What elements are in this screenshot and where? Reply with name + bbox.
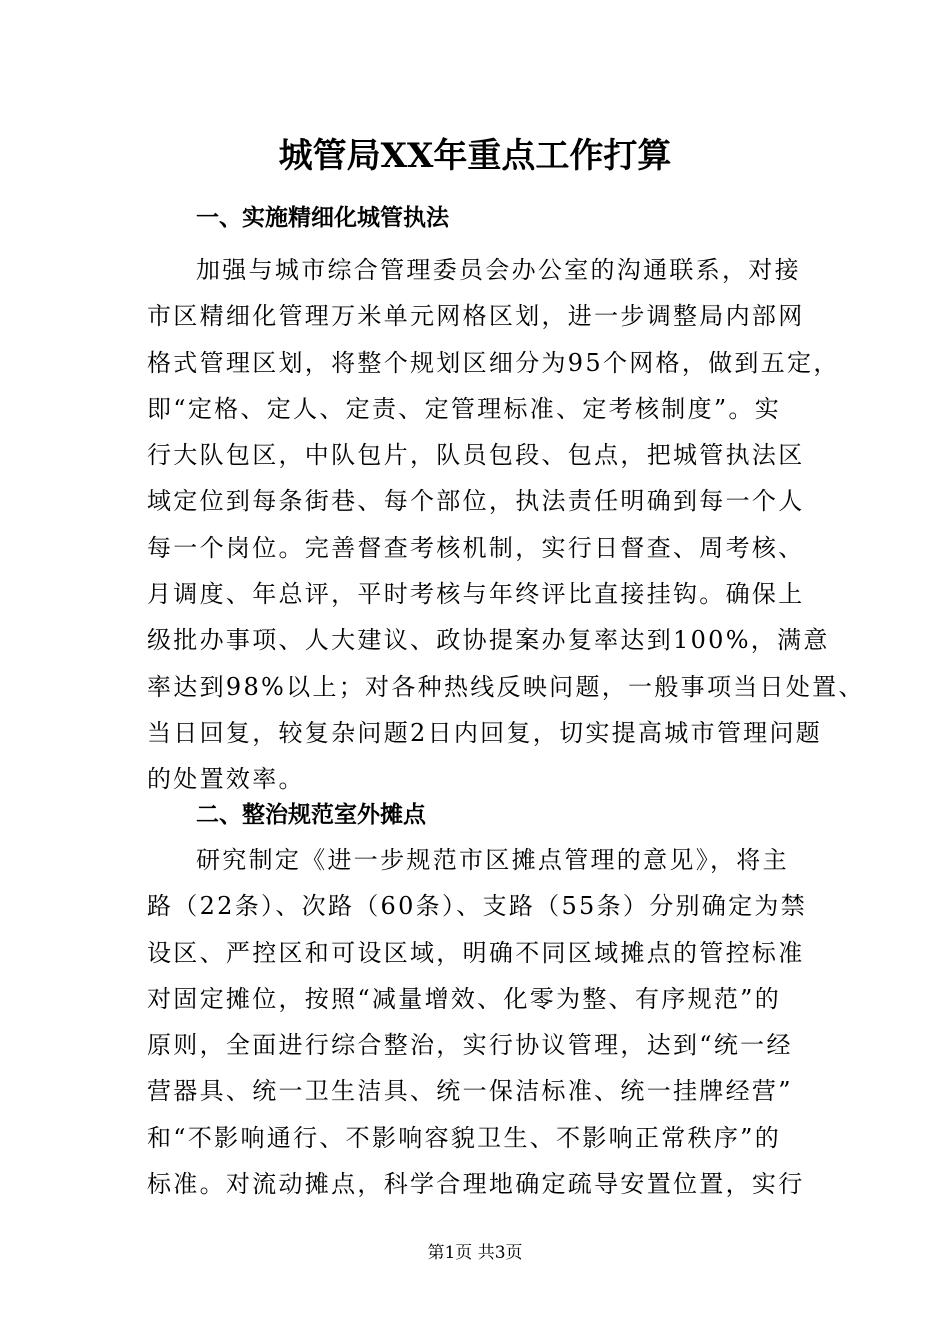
paragraph-line: 级批办事项、人大建议、政协提案办复率达到100%，满意 <box>147 626 830 655</box>
page-footer: 第1页 共3页 <box>427 1243 523 1263</box>
paragraph-line: 路（22条）、次路（60条）、支路（55条）分别确定为禁 <box>147 892 808 921</box>
paragraph-line: 格式管理区划，将整个规划区细分为95个网格，做到五定， <box>147 348 840 377</box>
document-title: 城管局XX年重点工作打算 <box>278 136 672 176</box>
paragraph-line: 即“定格、定人、定责、定管理标准、定考核制度”。实 <box>147 394 782 423</box>
paragraph-line: 月调度、年总评，平时考核与年终评比直接挂钩。确保上 <box>147 580 805 609</box>
paragraph-line: 市区精细化管理万米单元网格区划，进一步调整局内部网 <box>147 302 805 331</box>
paragraph-line: 加强与城市综合管理委员会办公室的沟通联系，对接 <box>196 256 801 284</box>
paragraph-line: 原则，全面进行综合整治，实行协议管理，达到“统一经 <box>147 1031 793 1060</box>
paragraph-line: 对固定摊位，按照“减量增效、化零为整、有序规范”的 <box>147 984 782 1013</box>
paragraph-line: 域定位到每条街巷、每个部位，执法责任明确到每一个人 <box>147 487 805 516</box>
section-paragraph-2 <box>147 837 807 1207</box>
section-heading-2: 二、整治规范室外摊点 <box>196 802 426 828</box>
paragraph-line: 行大队包区，中队包片，队员包段、包点，把城管执法区 <box>147 441 805 470</box>
section-heading-1: 一、实施精细化城管执法 <box>196 205 449 231</box>
paragraph-line: 的处置效率。 <box>147 765 305 794</box>
paragraph-line: 研究制定《进一步规范市区摊点管理的意见》，将主 <box>196 846 789 874</box>
paragraph-line: 标准。对流动摊点，科学合理地确定疏导安置位置，实行 <box>147 1170 805 1199</box>
paragraph-line: 率达到98%以上；对各种热线反映问题，一般事项当日处置、 <box>147 672 865 701</box>
paragraph-line: 设区、严控区和可设区域，明确不同区域摊点的管控标准 <box>147 938 805 967</box>
paragraph-line: 和“不影响通行、不影响容貌卫生、不影响正常秩序”的 <box>147 1123 782 1152</box>
paragraph-line: 当日回复，较复杂问题2日内回复，切实提高城市管理问题 <box>147 718 823 747</box>
paragraph-line: 每一个岗位。完善督查考核机制，实行日督查、周考核、 <box>147 533 805 562</box>
paragraph-line: 营器具、统一卫生洁具、统一保洁标准、统一挂牌经营” <box>147 1077 793 1106</box>
section-paragraph-1 <box>147 247 865 803</box>
